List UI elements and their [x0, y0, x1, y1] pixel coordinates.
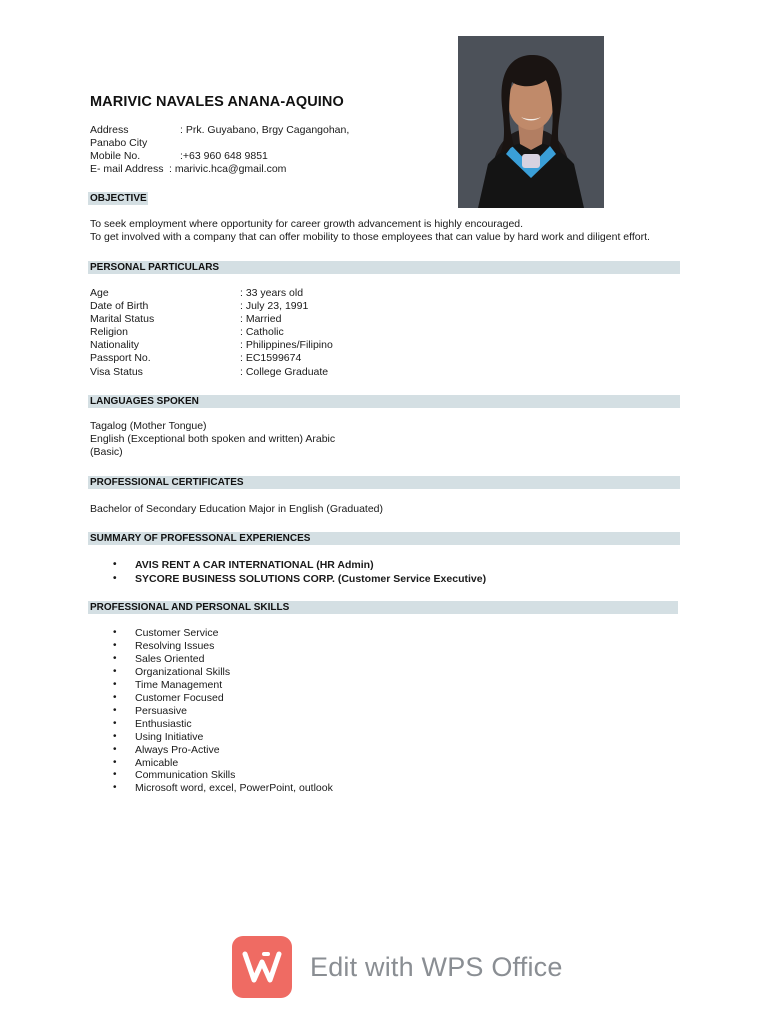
certificates-text: Bachelor of Secondary Education Major in English (Graduated) [90, 503, 383, 515]
list-item: • SYCORE BUSINESS SOLUTIONS CORP. (Customer Service Executive) [113, 572, 486, 586]
skills-heading: PROFESSIONAL AND PERSONAL SKILLS [90, 602, 290, 613]
list-item: • Organizational Skills [113, 666, 333, 679]
mobile-row [90, 150, 349, 163]
objective-heading: OBJECTIVE [90, 193, 147, 204]
graduate-portrait-image [458, 36, 604, 208]
pp-value: : Philippines/Filipino [240, 339, 333, 352]
list-item: • AVIS RENT A CAR INTERNATIONAL (HR Admin) [113, 558, 486, 572]
list-item: • Customer Focused [113, 692, 333, 705]
contact-block [90, 124, 349, 176]
list-item: • Communication Skills [113, 769, 333, 782]
objective-text [90, 218, 650, 244]
list-item: • Sales Oriented [113, 653, 333, 666]
wps-edit-label[interactable]: Edit with WPS Office [310, 951, 563, 982]
wps-logo-icon[interactable] [232, 936, 292, 998]
pp-label: Passport No. [90, 352, 151, 365]
address-label: Address [90, 124, 129, 136]
skills-list [113, 627, 333, 795]
objective-line: To seek employment where opportunity for career growth advancement is highly encouraged. [90, 218, 524, 230]
email-row [90, 163, 349, 176]
pp-value: : College Graduate [240, 365, 329, 378]
experience-list [113, 558, 486, 586]
pp-value: : Catholic [240, 326, 284, 339]
list-item: • Using Initiative [113, 731, 333, 744]
objective-line: To get involved with a company that can offer mobility to those employees that can value by hard work and diligent effort. [90, 231, 650, 244]
wps-w-glyph-icon [242, 950, 282, 984]
address-row [90, 124, 349, 137]
language-line: (Basic) [90, 446, 123, 459]
pp-label: Age [90, 287, 109, 299]
languages-heading: LANGUAGES SPOKEN [90, 396, 199, 407]
address-value: : Prk. Guyabano, Brgy Cagangohan, [180, 124, 350, 136]
pp-label: Visa Status [90, 365, 143, 378]
languages-text [90, 420, 335, 460]
pp-value: : 33 years old [240, 287, 304, 299]
certificates-heading: PROFESSIONAL CERTIFICATES [90, 477, 244, 488]
list-item: • Time Management [113, 679, 333, 692]
address-line-2: Panabo City [90, 137, 148, 149]
mobile-label: Mobile No. [90, 150, 141, 162]
pp-value: : Married [240, 313, 282, 326]
wps-watermark[interactable] [232, 936, 563, 998]
personal-heading: PERSONAL PARTICULARS [90, 262, 220, 273]
pp-label: Marital Status [90, 313, 155, 326]
list-item: • Resolving Issues [113, 640, 333, 653]
experience-heading: SUMMARY OF PROFESSONAL EXPERIENCES [90, 533, 311, 544]
pp-label: Nationality [90, 339, 140, 352]
pp-label: Religion [90, 326, 128, 339]
language-line: Tagalog (Mother Tongue) [90, 420, 207, 432]
pp-value: : July 23, 1991 [240, 300, 309, 313]
list-item: • Persuasive [113, 705, 333, 718]
pp-label: Date of Birth [90, 300, 149, 313]
language-line: English (Exceptional both spoken and written) Arabic [90, 433, 336, 446]
list-item: • Always Pro-Active [113, 744, 333, 757]
mobile-value: :+63 960 648 9851 [180, 150, 268, 162]
email-value: : marivic.hca@gmail.com [169, 163, 287, 175]
list-item: • Microsoft word, excel, PowerPoint, outlook [113, 782, 333, 795]
applicant-name: MARIVIC NAVALES ANANA-AQUINO [90, 94, 344, 110]
profile-photo [458, 36, 604, 208]
email-label: E- mail Address [90, 163, 164, 175]
list-item: • Customer Service [113, 627, 333, 640]
list-item: • Amicable [113, 757, 333, 770]
pp-value: : EC1599674 [240, 352, 302, 365]
list-item: • Enthusiastic [113, 718, 333, 731]
